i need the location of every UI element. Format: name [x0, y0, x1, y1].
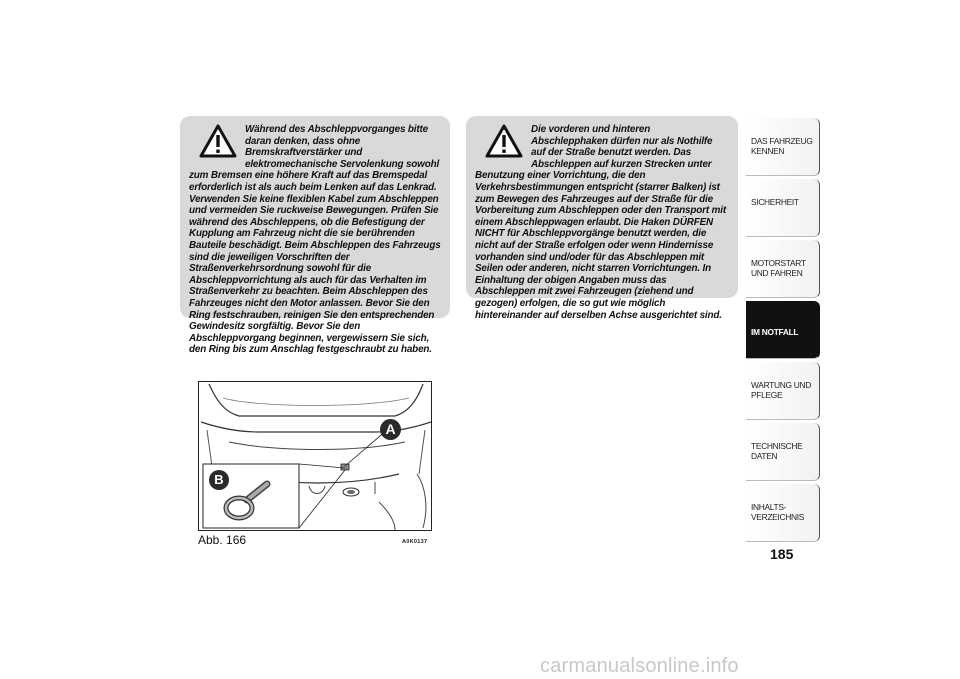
warning-triangle-icon [485, 124, 523, 158]
warning-box-towing-forces [180, 116, 450, 356]
tab-motorstart-und-fahren[interactable] [746, 240, 820, 298]
label-b-text: B [214, 472, 224, 487]
warning-box-tow-hooks [466, 116, 738, 321]
tab-label: INHALTS-VERZEICHNIS [751, 502, 805, 522]
tab-wartung-und-pflege[interactable] [746, 362, 820, 420]
label-b-callout [209, 470, 229, 490]
label-a-callout [380, 419, 401, 440]
tab-im-notfall[interactable] [746, 301, 820, 359]
chapter-sidebar [746, 118, 820, 545]
tab-label: DAS FAHRZEUG KENNEN [751, 136, 813, 156]
tab-label: MOTORSTART UND FAHREN [751, 258, 806, 278]
tab-label: SICHERHEIT [751, 197, 799, 207]
tab-label: TECHNISCHE DATEN [751, 441, 803, 461]
tab-inhaltsverzeichnis[interactable] [746, 484, 820, 542]
figure-code: A0K0137 [402, 539, 428, 545]
watermark: carmanualsonline.info [540, 655, 739, 677]
figure-caption: Abb. 166 [198, 533, 247, 547]
rear-bumper-drawing [199, 382, 431, 530]
tab-label: WARTUNG UND PFLEGE [751, 380, 811, 400]
figure-tow-hook-illustration [198, 381, 432, 531]
warning-triangle-icon [199, 124, 237, 158]
page-number: 185 [770, 546, 794, 562]
warning-text: Während des Abschleppvorganges bitte daran denken, dass ohne Bremskraftverstärker und elektromechanische Servolenkung sowohl zum Bremsen eine höhere Kraft auf das Bremspedal erforderlich ist als auch beim Lenken auf das Lenkrad. Verwenden Sie keine flexiblen Kabel zum Abschleppen und vermeiden Sie ruckweise Bewegungen. Prüfen Sie während des Abschleppens, ob die Befestigung der Kupplung am Fahrzeug nicht die sie berührenden Bauteile beschädigt. Beim Abschleppen des Fahrzeugs sind die jeweiligen Vorschriften der Straßenverkehrsordnung sowohl für die Abschleppvorrichtung als auch für das Verhalten im Straßenverkehr zu beachten. Beim Abschleppen des Fahrzeuges nicht den Motor anlassen. Bevor Sie den Ring festschrauben, reinigen Sie den entsprechenden Gewindesitz sorgfältig. Bevor Sie den Abschleppvorgang beginnen, vergewissern Sie sich, den Ring bis zum Anschlag festgeschraubt zu haben. [189, 124, 441, 356]
label-a-text: A [385, 421, 396, 437]
tab-label: IM NOTFALL [751, 327, 799, 337]
tab-das-fahrzeug-kennen[interactable] [746, 118, 820, 176]
tab-sicherheit[interactable] [746, 179, 820, 237]
tab-technische-daten[interactable] [746, 423, 820, 481]
warning-text: Die vorderen und hinteren Abschlepphaken dürfen nur als Nothilfe auf der Straße benutzt werden. Das Abschleppen auf kurzen Strecken unter Benutzung einer Vorrichtung, die den Verkehrsbestimmungen entspricht (starrer Balken) ist zum Bewegen des Fahrzeuges auf der Straße für die Vorbereitung zum Abschleppen oder den Transport mit einem Abschleppwagen erlaubt. Die Haken DÜRFEN NICHT für Abschleppvorgänge benutzt werden, die nicht auf der Straße erfolgen oder wenn Hindernisse vorhanden sind und/oder für das Abschleppen mit Seilen oder anderen, nicht starren Vorrichtungen. In Einhaltung der obigen Angaben muss das Abschleppen mit zwei Fahrzeugen (ziehend und gezogen) erfolgen, die so gut wie möglich hintereinander auf derselben Achse ausgerichtet sind. [475, 124, 726, 321]
